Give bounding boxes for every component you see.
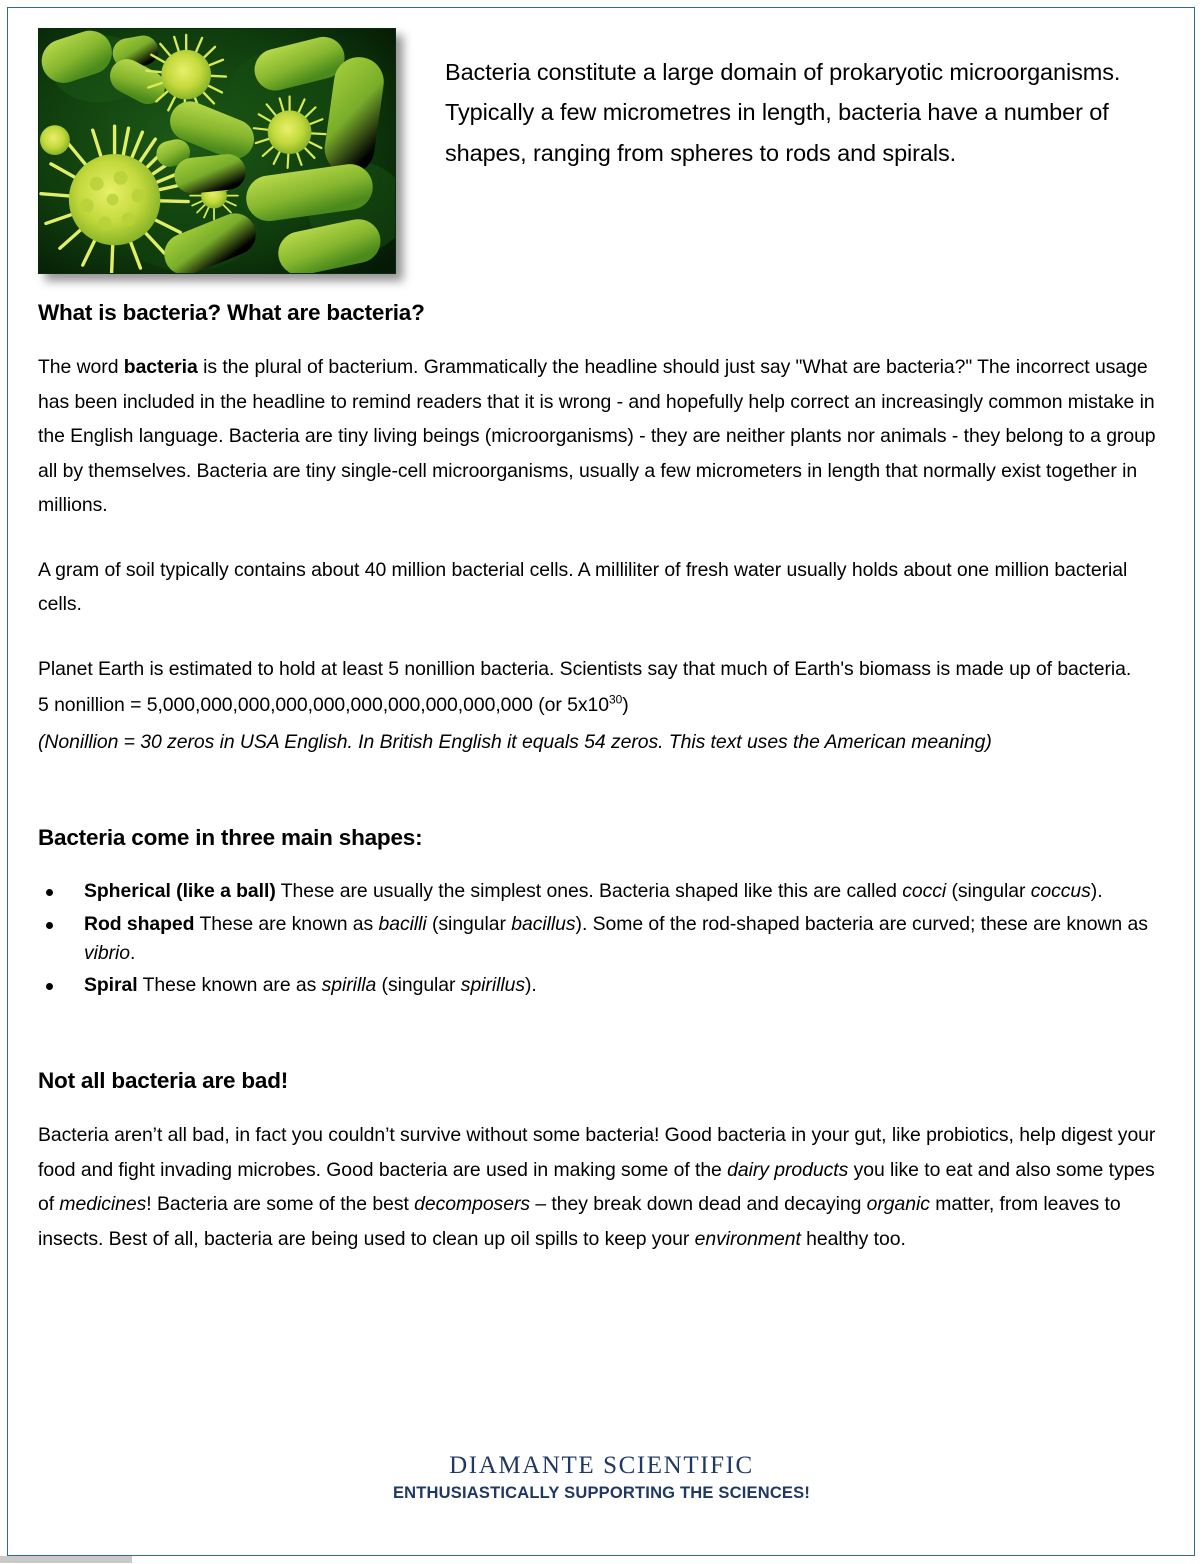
heading-what-is-bacteria: What is bacteria? What are bacteria? bbox=[38, 300, 425, 325]
footer bbox=[0, 1452, 1203, 1503]
paragraph-soil-water-counts: A gram of soil typically contains about 40 million bacterial cells. A milliliter of fresh water usually holds about one million bacterial cells. bbox=[38, 558, 1128, 616]
final-italic-environment: environment bbox=[694, 1227, 801, 1250]
para1-bold-bacteria: bacteria bbox=[123, 356, 198, 378]
para1-text-1: The word bbox=[38, 356, 124, 378]
section-three-shapes bbox=[38, 825, 1163, 851]
shape-text-2: (singular bbox=[946, 880, 1031, 903]
shape-lead-spiral: Spiral bbox=[84, 974, 138, 997]
final-text-6: healthy too. bbox=[800, 1227, 906, 1250]
final-italic-medicines: medicines bbox=[59, 1193, 147, 1216]
shape-text-4: . bbox=[130, 941, 136, 964]
list-item bbox=[38, 877, 1163, 906]
intro-paragraph: Bacteria constitute a large domain of prokaryotic microorganisms. Typically a few micrometres in length, bacteria have a number of shapes, ranging from spheres to rods and spirals. bbox=[445, 59, 1121, 166]
paragraph-planet-earth-biomass: Planet Earth is estimated to hold at least 5 nonillion bacteria. Scientists say that much of Earth's biomass is made up of bacteria. bbox=[38, 657, 1132, 680]
shape-lead-spherical: Spherical (like a ball) bbox=[84, 880, 276, 903]
bacteria-microscopy-image bbox=[38, 28, 396, 274]
shape-italic-bacillus: bacillus bbox=[511, 913, 576, 936]
footer-company-name: DIAMANTE SCIENTIFIC bbox=[449, 1452, 754, 1479]
shape-italic-spirillus: spirillus bbox=[460, 974, 525, 997]
shape-text-2: (singular bbox=[426, 913, 512, 936]
section-not-all-bad bbox=[38, 1068, 1163, 1094]
nonillion-exponent: 30 bbox=[608, 692, 623, 707]
shape-italic-coccus: coccus bbox=[1030, 880, 1091, 903]
list-item bbox=[38, 971, 1163, 1000]
section-what-is-bacteria bbox=[38, 300, 1163, 326]
shape-text-1: These are usually the simplest ones. Bacteria shaped like this are called bbox=[275, 880, 903, 903]
final-text-2: you like to eat and also some types of bbox=[38, 1158, 1155, 1216]
figure-container bbox=[38, 22, 405, 274]
shapes-list bbox=[38, 877, 1163, 1000]
bullet-icon bbox=[46, 922, 53, 929]
shape-text-1: These known are as bbox=[137, 974, 322, 997]
header-row bbox=[38, 22, 1163, 274]
heading-three-shapes: Bacteria come in three main shapes: bbox=[38, 825, 423, 851]
shape-lead-rod: Rod shaped bbox=[84, 913, 195, 936]
final-italic-organic: organic bbox=[866, 1193, 930, 1216]
final-italic-decomposers: decomposers bbox=[414, 1193, 530, 1216]
shape-text-3: ). bbox=[1090, 880, 1103, 903]
final-text-1: Bacteria aren’t all bad, in fact you couldn’t survive without some bacteria! Good bacteria in your gut, like probiotics, help digest your food and fight invading microbes. Good bacteria are used in making some of the bbox=[38, 1124, 1156, 1181]
shape-italic-vibrio: vibrio bbox=[84, 941, 131, 964]
bottom-edge-sliver bbox=[0, 1556, 132, 1563]
bullet-icon bbox=[46, 889, 53, 896]
nonillion-equation bbox=[38, 688, 1163, 723]
shape-text-3: ). Some of the rod-shaped bacteria are curved; these are known as bbox=[575, 913, 1148, 936]
final-text-5: matter, from leaves to insects. Best of all, bacteria are being used to clean up oil spills to keep your bbox=[38, 1193, 1121, 1250]
final-text-3: ! Bacteria are some of the best bbox=[146, 1193, 415, 1216]
bacteria-illustration bbox=[39, 29, 395, 273]
shape-italic-bacilli: bacilli bbox=[378, 913, 427, 936]
list-item bbox=[38, 910, 1163, 967]
nonillion-suffix: ) bbox=[622, 694, 629, 717]
footer-tagline: ENTHUSIASTICALLY SUPPORTING THE SCIENCES! bbox=[392, 1484, 811, 1502]
shape-text-1: These are known as bbox=[194, 913, 379, 936]
bullet-icon bbox=[46, 983, 53, 990]
shape-italic-cocci: cocci bbox=[902, 880, 947, 903]
final-text-4: – they break down dead and decaying bbox=[530, 1193, 867, 1216]
final-italic-dairy: dairy products bbox=[727, 1158, 849, 1181]
shape-italic-spirilla: spirilla bbox=[321, 974, 377, 997]
nonillion-note: (Nonillion = 30 zeros in USA English. In British English it equals 54 zeros. This text uses the American meaning) bbox=[38, 730, 992, 753]
paragraph-word-bacteria bbox=[38, 350, 1163, 523]
heading-not-all-bad: Not all bacteria are bad! bbox=[38, 1068, 289, 1094]
shape-text-2: (singular bbox=[376, 974, 461, 997]
nonillion-prefix: 5 nonillion = 5,000,000,000,000,000,000,000,000,000,000 (or 5x10 bbox=[38, 694, 609, 717]
paragraph-good-bacteria bbox=[38, 1118, 1163, 1256]
shape-text-3: ). bbox=[525, 974, 537, 997]
para1-text-2: is the plural of bacterium. Grammatically the headline should just say "What are bacteria?" The incorrect usage has been included in the headline to remind readers that it is wrong - and hopefully help correct an increasingly common mistake in the English language. Bacteria are tiny living beings (microorganisms) - they are neither plants nor animals - they belong to a group all by themselves. Bacteria are tiny single-cell microorganisms, usually a few micrometers in length that normally exist together in millions. bbox=[38, 356, 1156, 517]
